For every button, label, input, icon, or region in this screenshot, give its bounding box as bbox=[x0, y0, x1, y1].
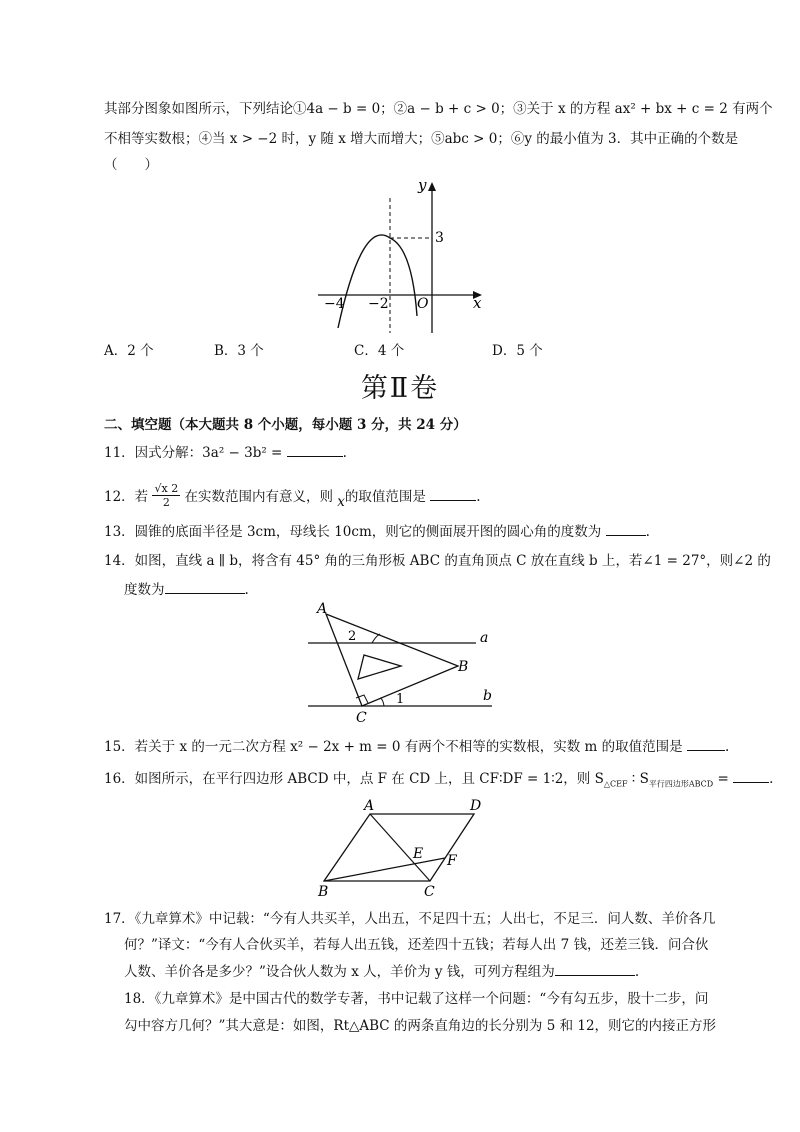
q13 bbox=[104, 522, 650, 541]
q17-line3 bbox=[124, 962, 639, 981]
section-header: 二、填空题（本大题共 8 个小题，每小题 3 分，共 24 分） bbox=[104, 417, 467, 433]
q16-colon: ∶ S bbox=[627, 771, 649, 787]
q12-num: 12．若 bbox=[104, 489, 149, 505]
y-value-3-label: 3 bbox=[435, 230, 444, 246]
x-value-neg2-label: −2 bbox=[368, 296, 389, 312]
origin-label: O bbox=[417, 296, 429, 312]
point-c-label: C bbox=[356, 710, 367, 726]
option-d: D．5 个 bbox=[492, 343, 543, 359]
q16-eq: = bbox=[713, 771, 729, 787]
q15-text: 15．若关于 x 的一元二次方程 x² − 2x + m = 0 有两个不相等的实数根，实数 m 的取值范围是 bbox=[104, 739, 683, 755]
q11-text: 11．因式分解：3a² − 3b² = bbox=[104, 445, 283, 461]
option-c: C．4 个 bbox=[354, 343, 405, 359]
point-c-label: C bbox=[424, 884, 435, 900]
q10-parabola-figure bbox=[310, 178, 490, 338]
x-value-neg4-label: −4 bbox=[324, 296, 345, 312]
q16-sub-abcd: 平行四边形ABCD bbox=[648, 779, 714, 789]
q14-tail: . bbox=[244, 582, 249, 598]
line-a-label: a bbox=[480, 630, 489, 646]
q15-tail: . bbox=[724, 739, 730, 755]
q12-var: x bbox=[337, 494, 345, 510]
q14-line2 bbox=[124, 580, 249, 599]
q12-tail-text: 的取值范围是 bbox=[344, 489, 426, 505]
q14-line2-text: 度数为 bbox=[124, 582, 165, 598]
line-b-label: b bbox=[483, 688, 492, 704]
q10-answer-paren: （ ） bbox=[104, 157, 158, 173]
point-f-label: F bbox=[447, 853, 457, 869]
q14-answer-blank[interactable] bbox=[165, 580, 245, 594]
q13-answer-blank[interactable] bbox=[606, 522, 646, 536]
y-axis-label: y bbox=[418, 178, 427, 194]
q16 bbox=[104, 769, 773, 794]
q16-answer-blank[interactable] bbox=[733, 769, 769, 783]
q13-text: 13．圆锥的底面半径是 3cm，母线长 10cm，则它的侧面展开图的圆心角的度数为 bbox=[104, 524, 602, 540]
angle-2-label: 2 bbox=[348, 629, 357, 644]
q12-numerator: √x 2 bbox=[154, 482, 179, 495]
point-b-label: B bbox=[458, 659, 469, 675]
point-e-label: E bbox=[413, 846, 424, 862]
q16-text: 16．如图所示，在平行四边形 ABCD 中，点 F 在 CD 上，且 CF∶DF = 1∶2，则 S bbox=[104, 771, 604, 787]
section-title: 第Ⅱ卷 bbox=[360, 373, 440, 404]
q14-triangle-figure bbox=[300, 598, 510, 728]
q16-sub-cef: △CEF bbox=[603, 779, 628, 789]
q11-tail: . bbox=[342, 445, 347, 461]
q17-tail: . bbox=[634, 964, 640, 980]
q13-tail: . bbox=[645, 524, 650, 540]
q10-line1: 其部分图象如图所示，下列结论①4a − b = 0；②a − b + c > 0；③关于 x 的方程 ax² + bx + c = 2 有两个 bbox=[104, 101, 773, 117]
q11-answer-blank[interactable] bbox=[287, 443, 343, 457]
point-b-label: B bbox=[318, 884, 329, 900]
q12-denominator: 2 bbox=[162, 496, 170, 509]
q12-answer-blank[interactable] bbox=[430, 487, 476, 501]
x-axis-label: x bbox=[473, 294, 482, 312]
option-b: B．3 个 bbox=[214, 343, 264, 359]
q10-line2: 不相等实数根；④当 x > −2 时，y 随 x 增大而增大；⑤abc > 0；⑥y 的最小值为 3．其中正确的个数是 bbox=[104, 131, 739, 147]
q16-parallelogram-figure bbox=[312, 796, 492, 900]
point-d-label: D bbox=[470, 798, 482, 814]
option-a: A．2 个 bbox=[104, 343, 154, 359]
angle-1-label: 1 bbox=[396, 692, 405, 707]
q12-fraction bbox=[152, 482, 180, 509]
point-a-label: A bbox=[364, 798, 375, 814]
q11 bbox=[104, 443, 347, 462]
q17-line1: 17．《九章算术》中记载：“今有人共买羊，人出五，不足四十五；人出七，不足三．问人数、羊价各几 bbox=[104, 911, 716, 927]
q17-line2: 何？”译文：“今有人合伙买羊，若每人出五钱，还差四十五钱；若每人出 7 钱，还差三钱．问合伙 bbox=[124, 937, 709, 953]
q12-mid: 在实数范围内有意义，则 bbox=[184, 489, 333, 505]
q16-tail: . bbox=[769, 771, 774, 787]
q18-line1: 18．《九章算术》是中国古代的数学专著，书中记载了这样一个问题：“今有勾五步，股十二步，问 bbox=[124, 991, 709, 1007]
q18-line2: 勾中容方几何？”其大意是：如图，Rt△ABC 的两条直角边的长分别为 5 和 12，则它的内接正方形 bbox=[124, 1018, 717, 1034]
q14-line1: 14．如图，直线 a ∥ b，将含有 45° 角的三角形板 ABC 的直角顶点 C 放在直线 b 上，若∠1 = 27°，则∠2 的 bbox=[104, 553, 771, 569]
point-a-label: A bbox=[317, 601, 328, 617]
q12-tail: . bbox=[476, 489, 481, 505]
q17-answer-blank[interactable] bbox=[555, 962, 635, 976]
q15-answer-blank[interactable] bbox=[687, 737, 725, 751]
q12 bbox=[104, 484, 481, 511]
q15 bbox=[104, 737, 729, 756]
q17-line3-text: 人数、羊价各是多少？”设合伙人数为 x 人，羊价为 y 钱，可列方程组为 bbox=[124, 964, 555, 980]
